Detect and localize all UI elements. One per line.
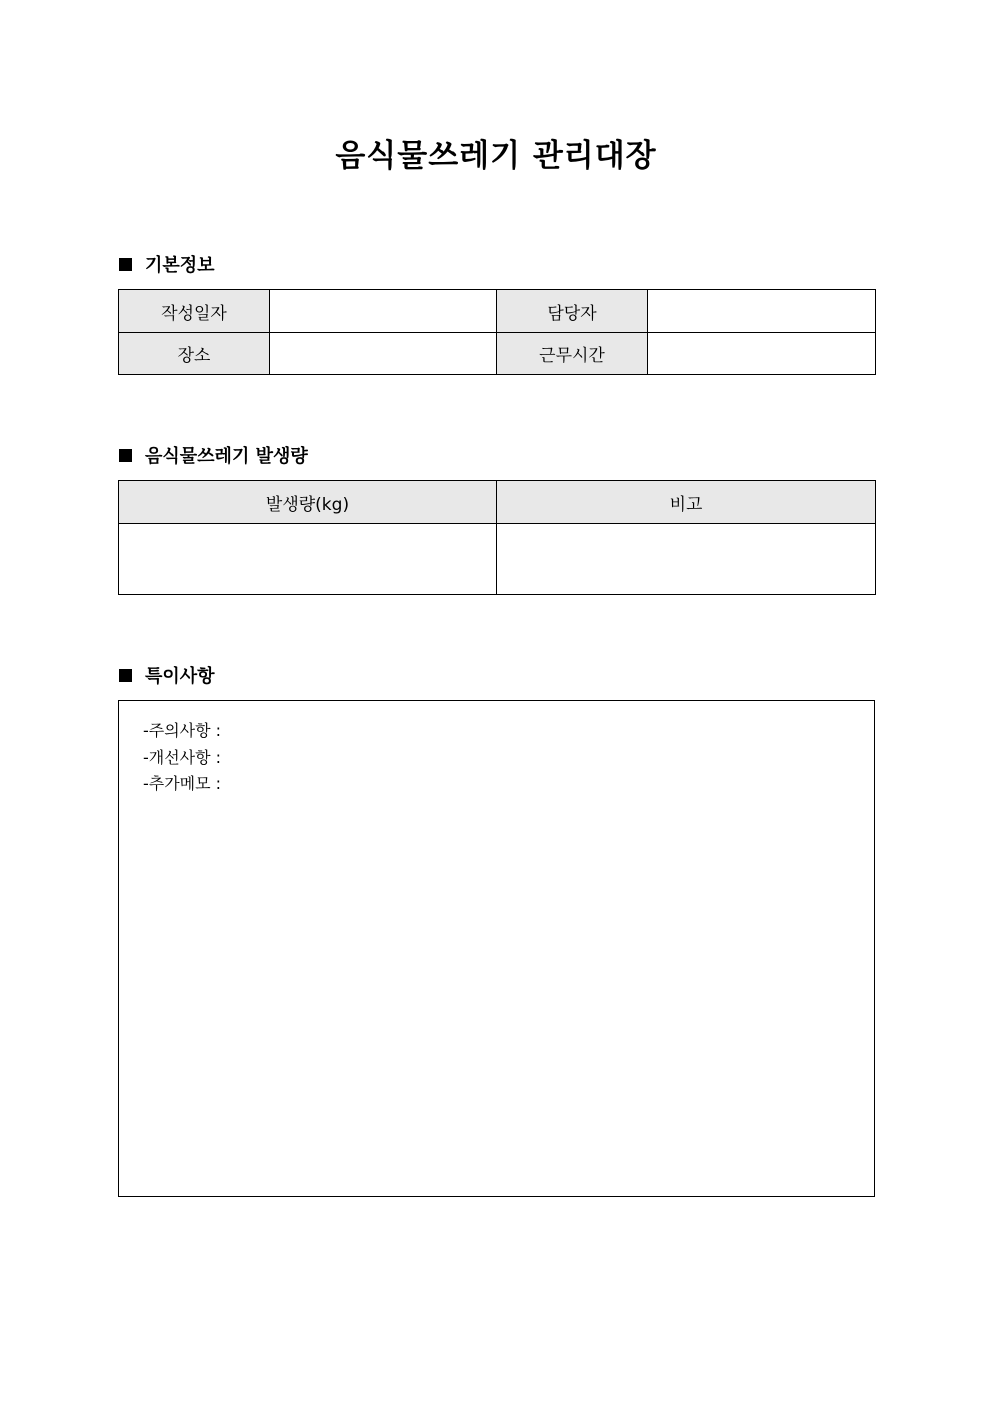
note-column-header: 비고 [497,481,876,524]
section-heading-label: 특이사항 [145,666,215,687]
date-field[interactable] [270,290,497,333]
table-row [119,290,876,333]
work-hours-field[interactable] [648,333,876,375]
manager-label: 담당자 [497,290,648,333]
table-header-row [119,481,876,524]
basic-info-table [118,289,876,375]
memo-line: -추가메모 : [143,774,222,793]
remarks-box[interactable] [118,700,875,1197]
date-label: 작성일자 [119,290,270,333]
section-heading-label: 음식물쓰레기 발생량 [145,446,308,467]
work-hours-label: 근무시간 [497,333,648,375]
square-bullet-icon [119,669,132,682]
square-bullet-icon [119,258,132,271]
amount-field[interactable] [119,524,497,595]
section-heading-remarks [119,663,215,687]
amount-table [118,480,876,595]
location-label: 장소 [119,333,270,375]
location-field[interactable] [270,333,497,375]
manager-field[interactable] [648,290,876,333]
table-row [119,333,876,375]
section-heading-label: 기본정보 [145,255,215,276]
section-heading-basic-info [119,252,215,276]
caution-line: -주의사항 : [143,721,222,740]
square-bullet-icon [119,449,132,462]
improvement-line: -개선사항 : [143,748,222,767]
page-title: 음식물쓰레기 관리대장 [335,138,657,174]
table-row [119,524,876,595]
amount-column-header: 발생량(kg) [119,481,497,524]
note-field[interactable] [497,524,876,595]
section-heading-amount [119,443,308,467]
